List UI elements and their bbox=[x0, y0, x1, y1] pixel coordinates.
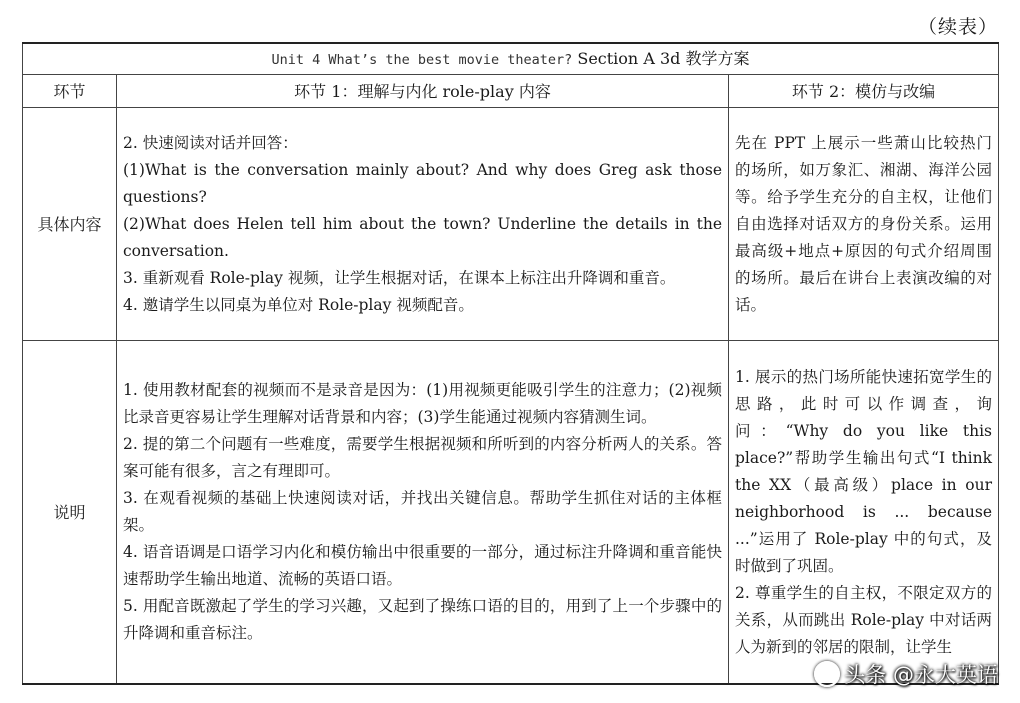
notes-stage1-item: 1. 使用教材配套的视频而不是录音是因为：(1)用视频更能吸引学生的注意力；(2)视频比录音更容易让学生理解对话背景和内容；(3)学生能通过视频内容猜测生词。 bbox=[123, 381, 722, 426]
table-title-english: Unit 4 What’s the best movie theater? bbox=[271, 51, 573, 68]
watermark-logo-icon bbox=[814, 661, 840, 687]
content-stage1-cell bbox=[117, 108, 729, 341]
content-stage1-line: (2)What does Helen tell him about the town? Underline the details in the conversation. bbox=[123, 214, 722, 260]
notes-stage1-cell bbox=[117, 341, 729, 685]
header-label: 环节 bbox=[23, 75, 117, 108]
notes-stage1-item: 2. 提的第二个问题有一些难度，需要学生根据视频和所听到的内容分析两人的关系。答案可能有很多，言之有理即可。 bbox=[123, 435, 722, 480]
header-stage1: 环节 1：理解与内化 role-play 内容 bbox=[117, 75, 729, 108]
header-stage2: 环节 2：模仿与改编 bbox=[729, 75, 999, 108]
notes-row-label: 说明 bbox=[23, 341, 117, 685]
table-title bbox=[23, 43, 999, 75]
notes-stage1-item: 4. 语音语调是口语学习内化和模仿输出中很重要的一部分，通过标注升降调和重音能快速帮助学生输出地道、流畅的英语口语。 bbox=[123, 543, 722, 588]
notes-stage2-item: 2. 尊重学生的自主权，不限定双方的关系，从而跳出 Role-play 中对话两人为新到的邻居的限制，让学生 bbox=[735, 583, 993, 656]
notes-stage2-item: 1. 展示的热门场所能快速拓宽学生的思路，此时可以作调查，询问：“Why do you like this place?”帮助学生输出句式“I think the XX（最高级）place in our neighborhood is ... because ...”运用了 Role-play 中的句式，及时做到了巩固。 bbox=[735, 367, 993, 575]
content-row-label: 具体内容 bbox=[23, 108, 117, 341]
table-title-row bbox=[23, 43, 999, 75]
table-title-section: Section A 3d 教学方案 bbox=[572, 48, 750, 68]
continued-table-label: （续表） bbox=[917, 16, 998, 38]
table-header-row bbox=[23, 75, 999, 108]
watermark-text: 头条 @永大英语 bbox=[844, 663, 998, 687]
content-stage2-cell bbox=[729, 108, 999, 341]
content-stage1-line: 4. 邀请学生以同桌为单位对 Role-play 视频配音。 bbox=[123, 295, 474, 314]
notes-stage1-item: 5. 用配音既激起了学生的学习兴趣，又起到了操练口语的目的，用到了上一个步骤中的升降调和重音标注。 bbox=[123, 597, 722, 642]
content-stage2-text: 先在 PPT 上展示一些萧山比较热门的场所，如万象汇、湘湖、海洋公园等。给予学生充分的自主权，让他们自由选择对话双方的身份关系。运用最高级+地点+原因的句式介绍周围的场所。最后在讲台上表演改编的对话。 bbox=[735, 133, 993, 314]
content-stage1-line: 3. 重新观看 Role-play 视频，让学生根据对话，在课本上标注出升降调和重音。 bbox=[123, 268, 676, 287]
content-stage1-line: 2. 快速阅读对话并回答： bbox=[123, 133, 298, 152]
lesson-plan-table bbox=[22, 42, 999, 685]
watermark bbox=[814, 659, 998, 689]
notes-stage1-item: 3. 在观看视频的基础上快速阅读对话，并找出关键信息。帮助学生抓住对话的主体框架。 bbox=[123, 489, 722, 534]
content-row bbox=[23, 108, 999, 341]
content-stage1-line: (1)What is the conversation mainly about? And why does Greg ask those questions? bbox=[123, 160, 722, 206]
notes-stage2-cell bbox=[729, 341, 999, 685]
notes-row bbox=[23, 341, 999, 685]
